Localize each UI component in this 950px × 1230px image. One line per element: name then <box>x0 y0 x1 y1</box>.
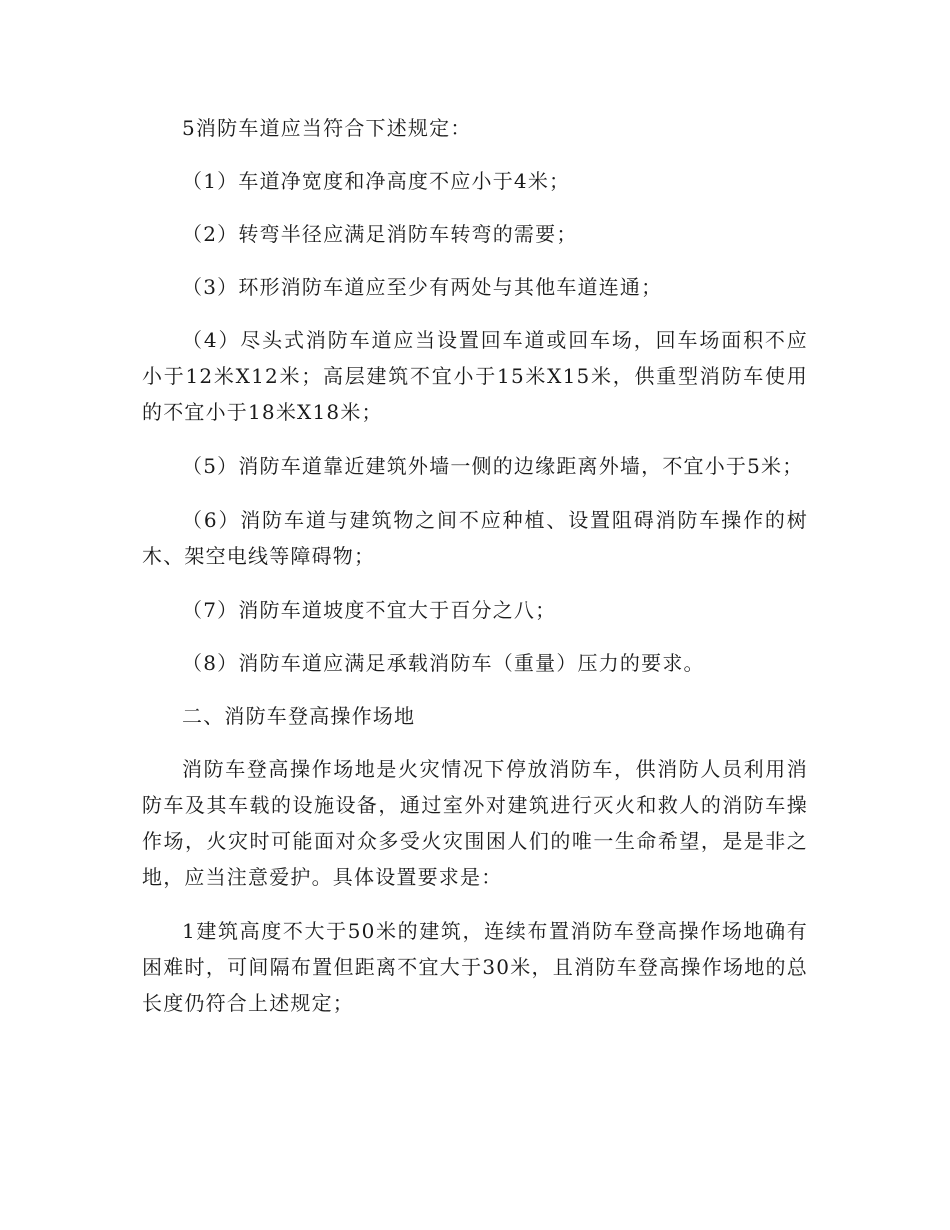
paragraph-rule-4-dead-end-lane: （4）尽头式消防车道应当设置回车道或回车场，回车场面积不应小于12米X12米；高层建筑不宜小于15米X15米，供重型消防车使用的不宜小于18米X18米； <box>142 328 808 424</box>
paragraph-rule-3-ring-lane: （3）环形消防车道应至少有两处与其他车道连通； <box>182 275 663 299</box>
paragraph-rule-5-wall-distance: （5）消防车道靠近建筑外墙一侧的边缘距离外墙，不宜小于5米； <box>182 454 804 478</box>
document-body <box>142 110 808 1021</box>
paragraph-rule-8-load: （8）消防车道应满足承载消防车（重量）压力的要求。 <box>182 651 705 675</box>
paragraph-aerial-site-description: 消防车登高操作场地是火灾情况下停放消防车，供消防人员利用消防车及其车载的设施设备，通过室外对建筑进行灭火和救人的消防车操作场，火灾时可能面对众多受火灾围困人们的唯一生命希望，是是非之地，应当注意爱护。具体设置要求是： <box>142 757 808 889</box>
paragraph-aerial-site-rule-1: 1建筑高度不大于50米的建筑，连续布置消防车登高操作场地确有困难时，可间隔布置但距离不宜大于30米，且消防车登高操作场地的总长度仍符合上述规定； <box>142 919 808 1015</box>
section-heading-aerial-operation-site: 二、消防车登高操作场地 <box>182 704 416 728</box>
paragraph-rule-2-turning-radius: （2）转弯半径应满足消防车转弯的需要； <box>182 222 578 246</box>
paragraph-rule-7-slope: （7）消防车道坡度不宜大于百分之八； <box>182 598 557 622</box>
paragraph-rule-1-lane-width: （1）车道净宽度和净高度不应小于4米； <box>182 169 571 193</box>
paragraph-fire-lane-rules-intro: 5消防车道应当符合下述规定： <box>182 116 472 140</box>
paragraph-rule-6-obstacles: （6）消防车道与建筑物之间不应种植、设置阻碍消防车操作的树木、架空电线等障碍物； <box>142 508 808 568</box>
